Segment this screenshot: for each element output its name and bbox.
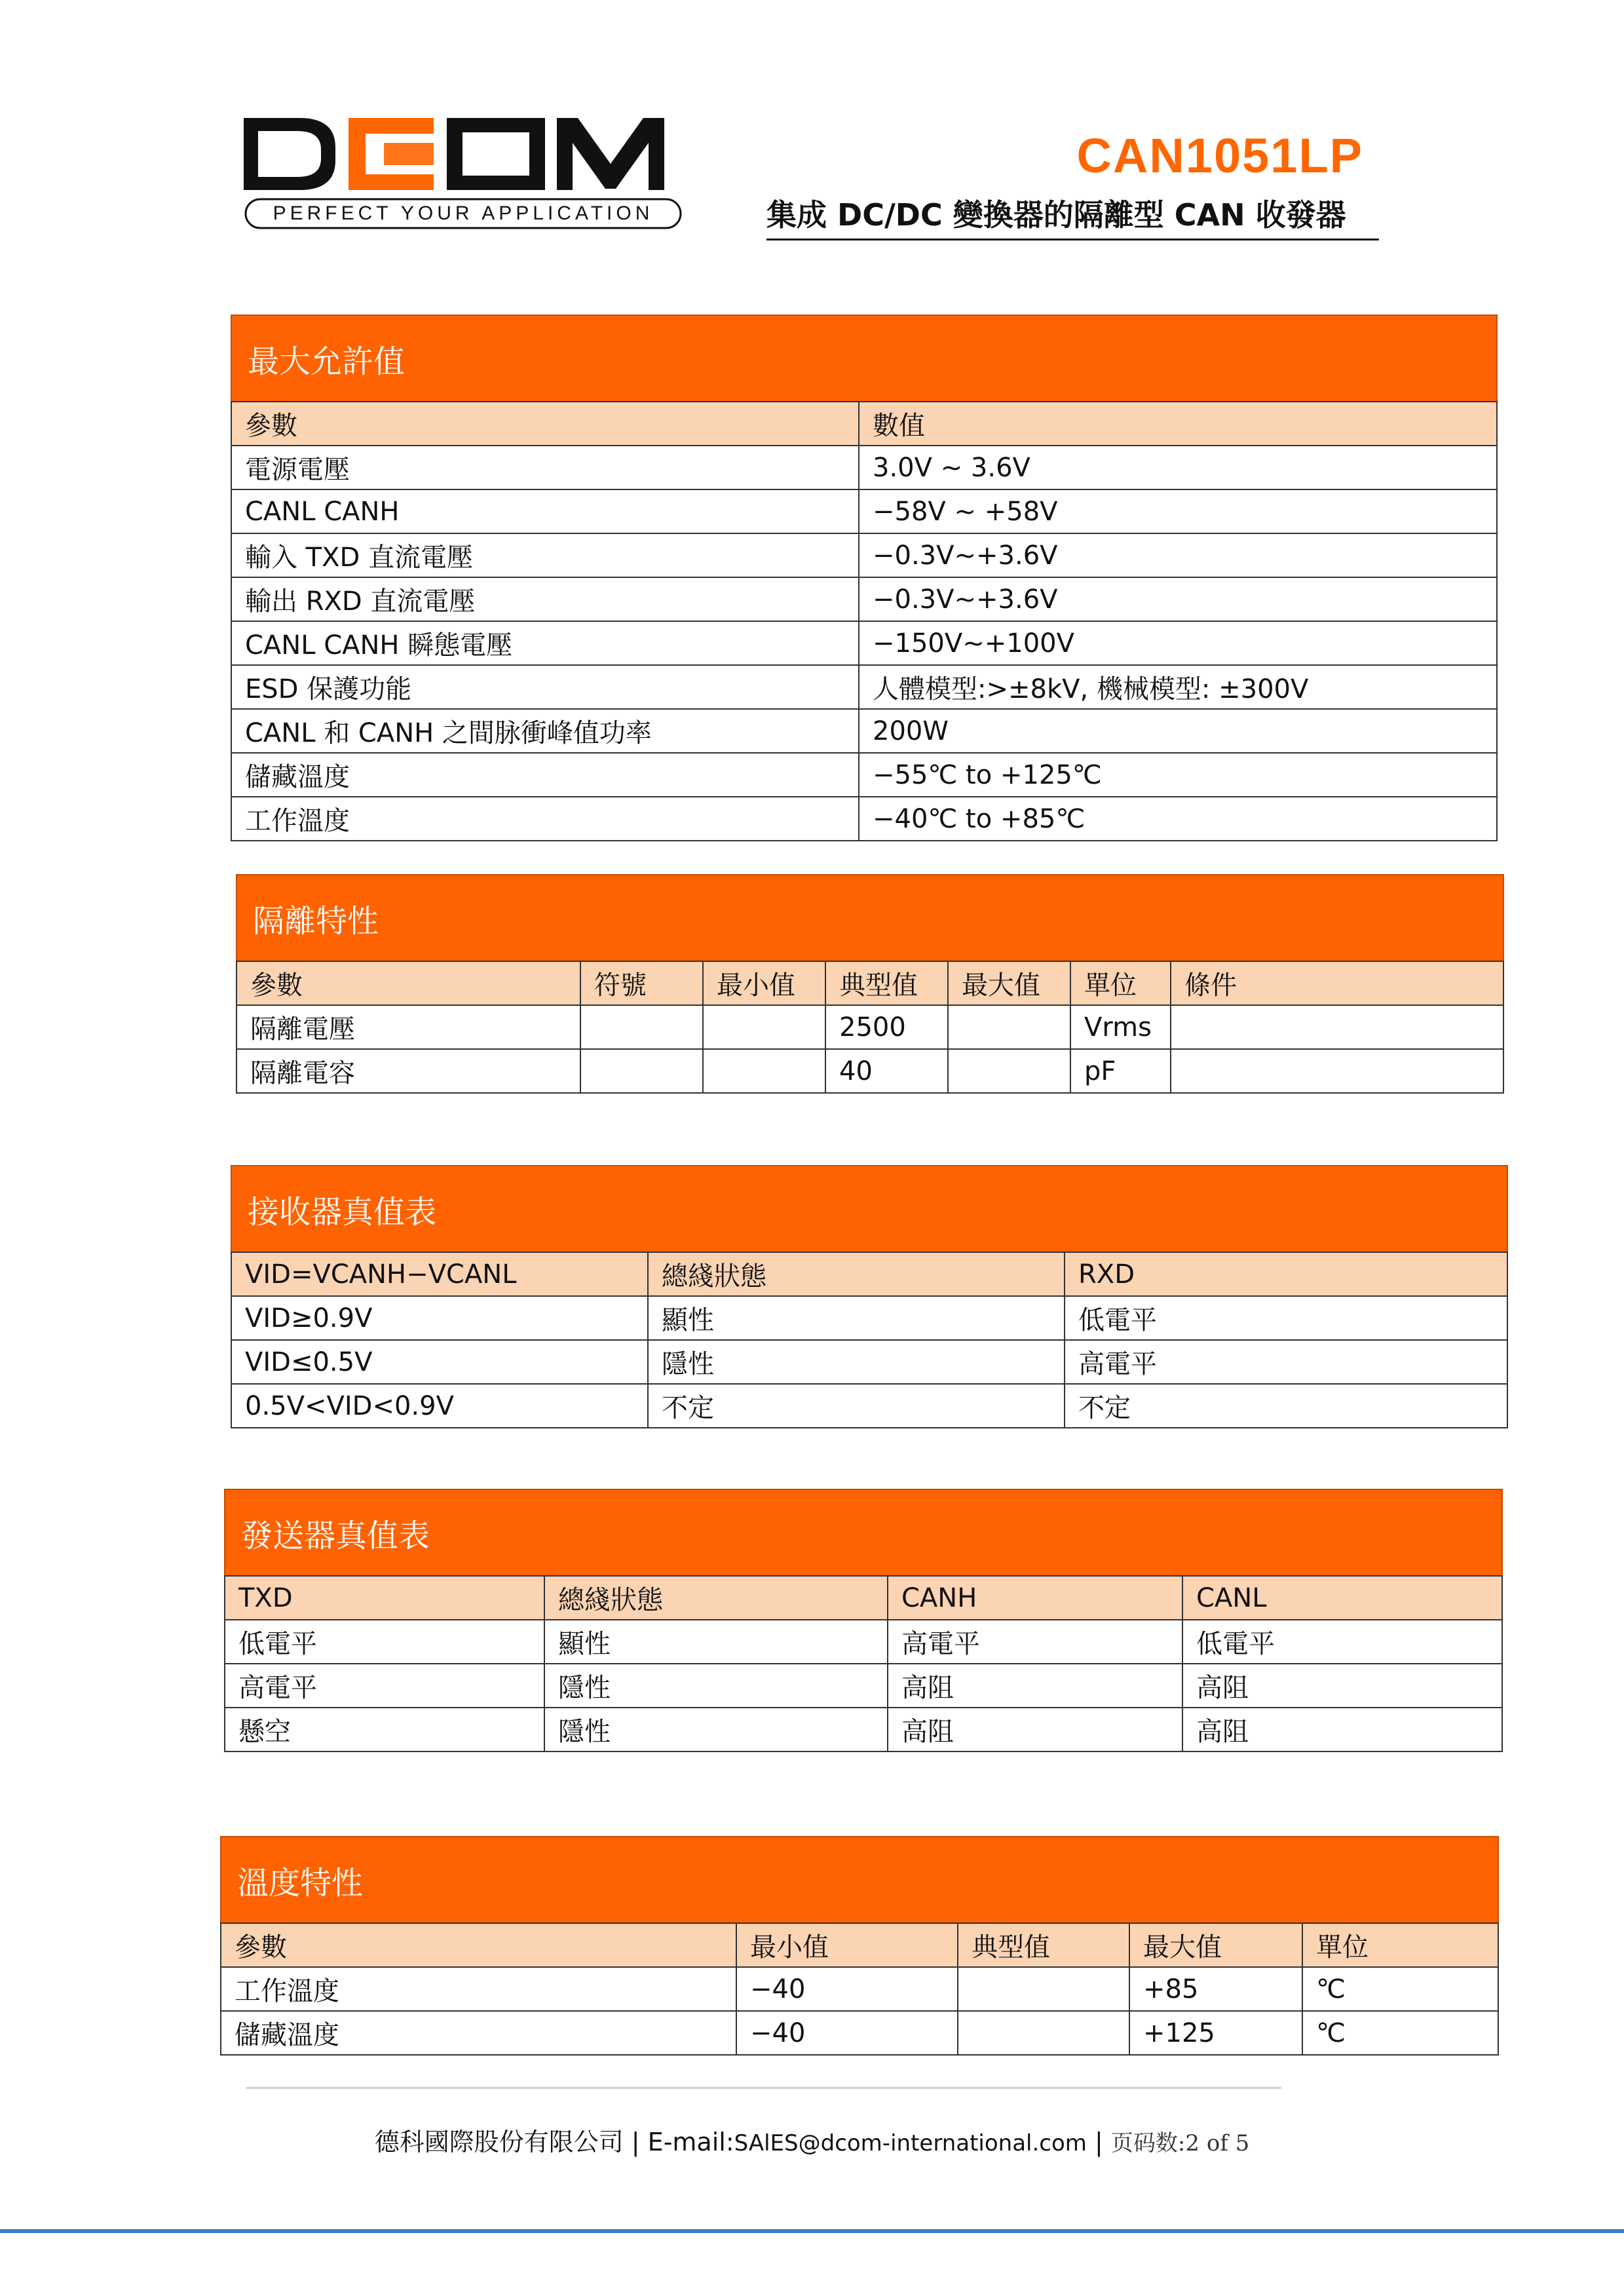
section-title: 接收器真值表 <box>231 1165 1508 1252</box>
column-header: 單位 <box>1070 961 1171 1005</box>
table-row <box>231 533 1497 577</box>
table-cell: 工作溫度 <box>221 1967 736 2011</box>
table-cell <box>703 1049 825 1093</box>
logo-tagline: PERFECT YOUR APPLICATION <box>273 202 654 224</box>
table-cell <box>1171 1049 1503 1093</box>
table-cell: 隱性 <box>648 1340 1065 1384</box>
transmitter-truth-section <box>224 1489 1503 1752</box>
table-row <box>231 753 1497 797</box>
footer-email-label: | E-mail: <box>631 2128 734 2156</box>
table-cell: 高阻 <box>888 1664 1182 1708</box>
table-cell: 隔離電壓 <box>236 1005 580 1049</box>
column-header: 最大值 <box>1129 1923 1302 1967</box>
section-title: 隔離特性 <box>236 874 1504 961</box>
table-cell: CANL 和 CANH 之間脉衝峰值功率 <box>231 709 859 753</box>
table-row <box>225 1664 1502 1708</box>
column-header: CANH <box>888 1576 1182 1620</box>
column-header: 參數 <box>236 961 580 1005</box>
table-cell: −55℃ to +125℃ <box>859 753 1497 797</box>
table-cell <box>958 2011 1129 2055</box>
table-cell: 40 <box>825 1049 948 1093</box>
table-cell: CANL CANH <box>231 489 859 533</box>
page-footer <box>0 2122 1624 2158</box>
column-header: 數值 <box>859 402 1497 446</box>
receiver-truth-table <box>231 1252 1508 1428</box>
table-cell: 低電平 <box>225 1620 544 1664</box>
table-cell: +85 <box>1129 1967 1302 2011</box>
column-header: VID=VCANH−VCANL <box>231 1252 648 1296</box>
temperature-table <box>220 1923 1499 2056</box>
column-header: 參數 <box>231 402 859 446</box>
table-row <box>231 797 1497 841</box>
table-row <box>231 489 1497 533</box>
table-cell: 低電平 <box>1182 1620 1502 1664</box>
footer-email-link[interactable]: SAlES@dcom-international.com <box>734 2130 1087 2156</box>
table-cell: 0.5V<VID<0.9V <box>231 1384 648 1428</box>
column-header: 典型值 <box>958 1923 1129 1967</box>
section-title: 溫度特性 <box>220 1836 1499 1923</box>
column-header: 最大值 <box>948 961 1070 1005</box>
table-cell: 顯性 <box>544 1620 888 1664</box>
table-cell <box>1171 1005 1503 1049</box>
table-cell: 隔離電容 <box>236 1049 580 1093</box>
column-header: 符號 <box>580 961 703 1005</box>
table-cell: 高電平 <box>1065 1340 1507 1384</box>
table-cell: 輸入 TXD 直流電壓 <box>231 533 859 577</box>
table-cell: CANL CANH 瞬態電壓 <box>231 621 859 665</box>
table-row <box>231 665 1497 709</box>
receiver-truth-section <box>231 1165 1508 1428</box>
table-cell: 輸出 RXD 直流電壓 <box>231 577 859 621</box>
table-row <box>231 1340 1507 1384</box>
table-row <box>236 1005 1503 1049</box>
table-cell: −40℃ to +85℃ <box>859 797 1497 841</box>
table-cell <box>958 1967 1129 2011</box>
table-cell: 高電平 <box>225 1664 544 1708</box>
column-header: RXD <box>1065 1252 1507 1296</box>
table-cell <box>703 1005 825 1049</box>
table-row <box>236 1049 1503 1093</box>
column-header: 參數 <box>221 1923 736 1967</box>
table-row <box>231 621 1497 665</box>
table-cell: 200W <box>859 709 1497 753</box>
isolation-section <box>236 874 1504 1094</box>
column-header: CANL <box>1182 1576 1502 1620</box>
table-cell: 儲藏溫度 <box>231 753 859 797</box>
table-cell: 電源電壓 <box>231 446 859 489</box>
table-cell: −0.3V~+3.6V <box>859 533 1497 577</box>
table-cell: 儲藏溫度 <box>221 2011 736 2055</box>
table-cell <box>948 1005 1070 1049</box>
table-row <box>231 709 1497 753</box>
table-row <box>231 577 1497 621</box>
table-cell: −0.3V~+3.6V <box>859 577 1497 621</box>
column-header: 單位 <box>1302 1923 1498 1967</box>
footer-page-number: 页码数:2 of 5 <box>1110 2130 1250 2156</box>
table-cell: 高阻 <box>1182 1708 1502 1751</box>
table-cell: −150V~+100V <box>859 621 1497 665</box>
footer-company: 德科國際股份有限公司 <box>374 2128 624 2156</box>
table-cell: ℃ <box>1302 2011 1498 2055</box>
table-cell: VID≥0.9V <box>231 1296 648 1340</box>
table-cell: 3.0V ~ 3.6V <box>859 446 1497 489</box>
table-cell: 顯性 <box>648 1296 1065 1340</box>
table-cell: Vrms <box>1070 1005 1171 1049</box>
table-cell: ESD 保護功能 <box>231 665 859 709</box>
column-header: TXD <box>225 1576 544 1620</box>
table-cell: 高阻 <box>888 1708 1182 1751</box>
temperature-section <box>220 1836 1499 2056</box>
section-title: 發送器真值表 <box>224 1489 1503 1575</box>
column-header: 典型值 <box>825 961 948 1005</box>
column-header: 最小值 <box>703 961 825 1005</box>
table-cell: VID≤0.5V <box>231 1340 648 1384</box>
column-header: 總綫狀態 <box>648 1252 1065 1296</box>
table-cell: 低電平 <box>1065 1296 1507 1340</box>
table-cell: 隱性 <box>544 1664 888 1708</box>
dcom-logo <box>244 111 683 231</box>
table-cell: −40 <box>736 1967 958 2011</box>
table-cell <box>580 1049 703 1093</box>
column-header: 總綫狀態 <box>544 1576 888 1620</box>
max-ratings-section <box>231 315 1498 841</box>
table-row <box>225 1620 1502 1664</box>
table-row <box>221 2011 1498 2055</box>
table-cell: 懸空 <box>225 1708 544 1751</box>
footer-separator: | <box>1095 2128 1103 2156</box>
table-cell: ℃ <box>1302 1967 1498 2011</box>
column-header: 最小值 <box>736 1923 958 1967</box>
footer-divider <box>246 2087 1281 2089</box>
table-cell <box>948 1049 1070 1093</box>
table-cell: 工作溫度 <box>231 797 859 841</box>
table-cell: 不定 <box>648 1384 1065 1428</box>
table-cell: 2500 <box>825 1005 948 1049</box>
table-row <box>231 446 1497 489</box>
isolation-table <box>236 961 1504 1094</box>
document-subtitle: 集成 DC/DC 變換器的隔離型 CAN 收發器 <box>766 191 1379 240</box>
bottom-rule <box>0 2229 1624 2233</box>
table-row <box>231 1296 1507 1340</box>
section-title: 最大允許值 <box>231 315 1498 401</box>
table-cell: 隱性 <box>544 1708 888 1751</box>
table-row <box>221 1967 1498 2011</box>
table-cell: 高阻 <box>1182 1664 1502 1708</box>
table-cell: 人體模型:>±8kV, 機械模型: ±300V <box>859 665 1497 709</box>
table-row <box>225 1708 1502 1751</box>
product-code: CAN1051LP <box>1076 128 1363 183</box>
transmitter-truth-table <box>224 1575 1503 1752</box>
table-cell <box>580 1005 703 1049</box>
column-header: 條件 <box>1171 961 1503 1005</box>
table-row <box>231 1384 1507 1428</box>
table-cell: −40 <box>736 2011 958 2055</box>
max-ratings-table <box>231 401 1498 841</box>
table-cell: +125 <box>1129 2011 1302 2055</box>
table-cell: 高電平 <box>888 1620 1182 1664</box>
table-cell: pF <box>1070 1049 1171 1093</box>
table-cell: 不定 <box>1065 1384 1507 1428</box>
table-cell: −58V ~ +58V <box>859 489 1497 533</box>
